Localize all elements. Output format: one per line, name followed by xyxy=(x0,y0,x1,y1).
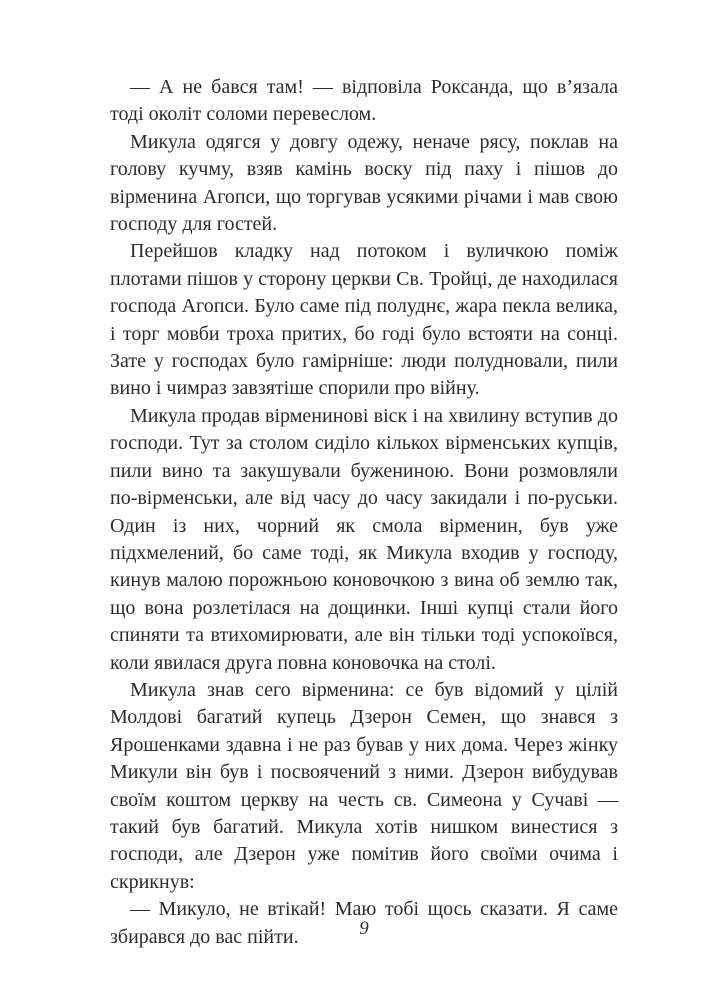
paragraph-4: Микула продав вірменинові віск і на хвилину вступив до господи. Тут за столом сиділо кількох вірменських купців, пили вино та закушували бужениною. Вони розмовляли по-вірменськи, але від часу до часу закидали і по-руськи. Один із них, чорний як смола вірменин, був уже підхмелений, бо саме тоді, як Микула входив у господу, кинув малою порожньою коновочкою з вина об землю так, що вона розлетілася на дощинки. Інші купці стали його спиняти та втихомирювати, але він тільки тоді успокоївся, коли явилася друга повна коновочка на столі. xyxy=(110,404,618,674)
paragraph-1: — А не бався там! — відповіла Роксанда, що в’язала тоді околіт соломи перевеслом. xyxy=(110,76,618,126)
text-body xyxy=(110,74,618,951)
paragraph-2: Микула одягся у довгу одежу, неначе рясу, поклав на голову кучму, взяв камінь воску під паху і пішов до вірменина Агопси, що торгував усякими річами і мав свою господу для гостей. xyxy=(110,130,618,236)
paragraph-5: Микула знав сего вірменина: се був відомий у цілій Молдові багатий купець Дзерон Семен, що знався з Ярошенками здавна і не раз бував у них дома. Через жінку Микули він був і посвоячений з ними. Дзерон вибудував своїм коштом церкву на честь св. Симеона у Сучаві — такий був багатий. Микула хотів нишком винестися з господи, але Дзерон уже помітив його своїми очима і скрикнув: xyxy=(110,678,618,893)
page-number: 9 xyxy=(359,918,369,939)
paragraph-6: — Микуло, не втікай! Маю тобі щось сказати. Я саме збирався до вас пійти. xyxy=(110,898,618,948)
paragraph-3: Перейшов кладку над потоком і вуличкою поміж плотами пішов у сторону церкви Св. Тройці, де находилася господа Агопси. Було саме під полуднє, жара пекла велика, і торг мовби троха притих, бо годі було встояти на сонці. Зате у господах було гамірніше: люди полудновали, пили вино і чимраз завзятіше спорили про війну. xyxy=(110,240,618,400)
